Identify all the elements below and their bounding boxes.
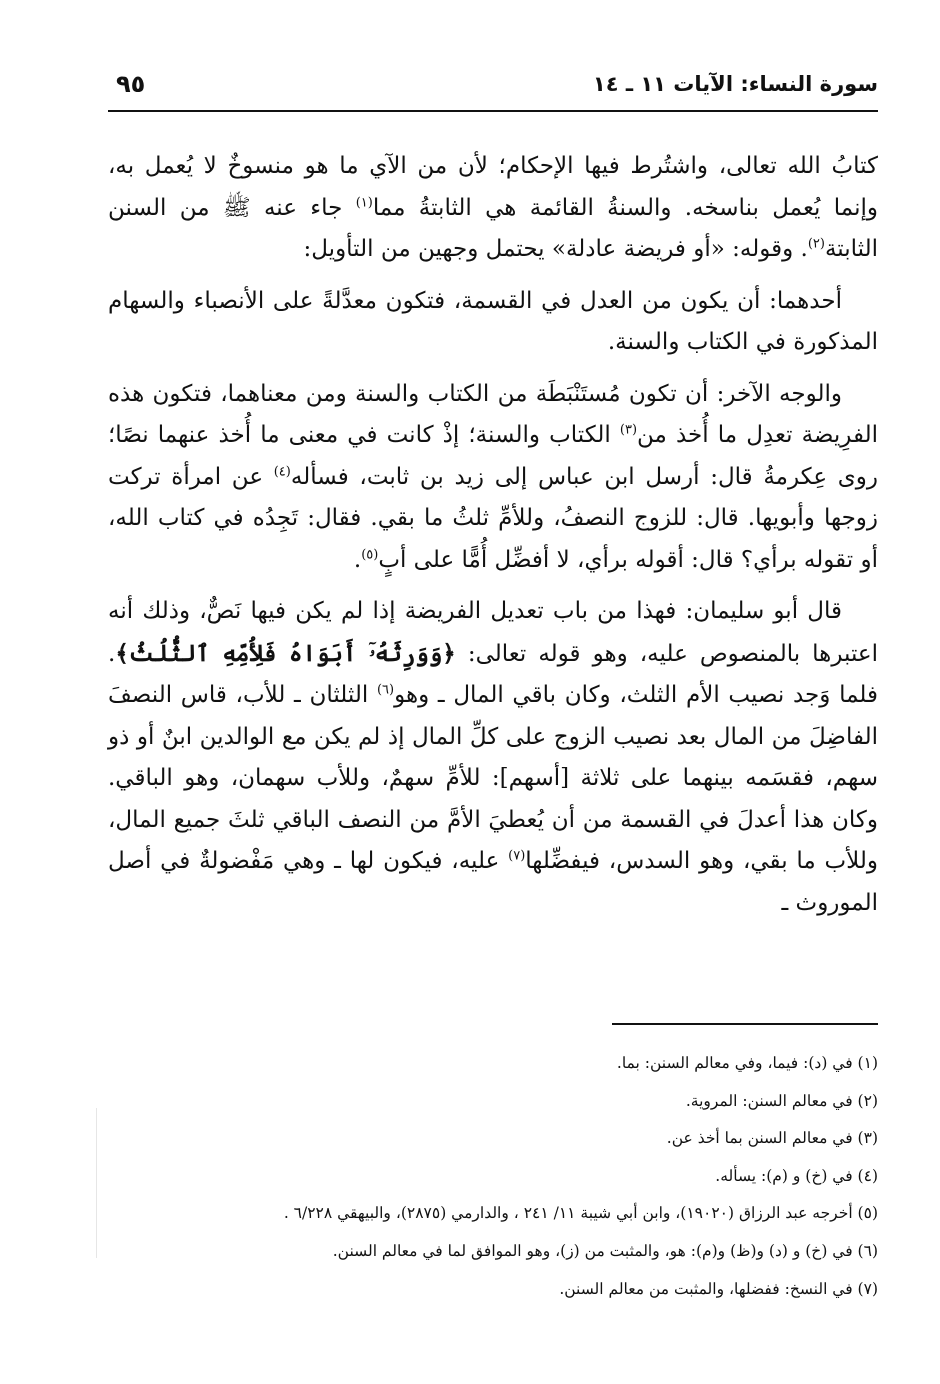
footnote: (١) في (د): فيما، وفي معالم السنن: بما. [616,1054,878,1072]
paragraph-4 [108,591,878,924]
text-run: عليه، فيكون لها ـ وهي مَفْضولةٌ في أصل الموروث ـ [108,848,878,916]
text-run: . فلما وَجد نصيب الأم الثلث، وكان باقي المال ـ وهو [108,640,878,708]
text-run: الثلثان ـ للأب، قاس النصفَ الفاضِلَ من المال بعد نصيب الزوج على كلِّ المال إذ لم يكن مع الوالدين ابنٌ أو ذو سهم، فقسَمه بينهما على ثلاثة [أسهم]: للأمِّ سهمٌ، وللأب سهمان، وهو الباقي. وكان هذا أعدلَ في القسمة من أن يُعطيَ الأمَّ من النصف الباقي ثلثَ جميع المال، وللأب ما بقي، وهو السدس، فيفضِّلها [108,682,878,874]
text-run: قال أبو سليمان: فهذا من باب تعديل الفريضة إذا لم يكن فيها نَصٌّ، وذلك أنه اعتبرها بالمنصوص عليه، وهو قوله تعالى: [108,598,878,667]
footnote-ref: (٧) [508,848,526,864]
footnote-ref: (٥) [361,546,379,562]
text-run: عن امرأة تركت زوجها وأبويها. قال: للزوج النصفُ، وللأمِّ ثلثُ ما بقي. فقال: تَجِدُه في كتاب الله، أو تقوله برأي؟ قال: أقوله برأي، لا أفضِّل أُمًّا على أبٍ [108,463,878,573]
footnote-ref: (٤) [273,463,291,479]
footnote: (٦) في (خ) و (د) و(ظ) و(م): هو، والمثبت من (ز)، وهو الموافق لما في معالم السنن. [332,1241,878,1260]
page-number: ٩٥ [116,70,146,98]
text-run: . [353,546,362,573]
footnote: (٢) في معالم السنن: المروية. [685,1091,878,1110]
quran-verse: ﴿وَوَرِثَهُۥٓ أَبَوَاهُ فَلِأُمِّهِ ٱلثُّلُثُ﴾ [115,639,456,667]
text-run: والوجه الآخر: أن تكون مُستَنْبَطَة من الكتاب والسنة ومن معناهما، فتكون هذه الفرِيضة تعدِل ما أُخذ من [108,380,878,448]
text-run: . وقوله: «أو فريضة عادلة» يحتمل وجهين من التأويل: [303,236,808,262]
footnote-ref: (١) [355,194,373,210]
footnote-ref: (٦) [376,682,395,698]
footnote-ref: (٢) [807,236,825,252]
footnote: (٤) في (خ) و (م): يسأله. [715,1166,878,1185]
footnotes [108,1052,878,1315]
main-text [108,146,878,934]
paragraph-2: أحدهما: أن يكون من العدل في القسمة، فتكون معدَّلةً على الأنصباء والسهام المذكورة في الكتاب والسنة. [108,287,878,355]
footnote-rule [612,1023,878,1025]
page-header [110,68,878,104]
paragraph-1 [108,146,878,271]
footnote: (٥) أخرجه عبد الرزاق (١٩٠٢٠)، وابن أبي شيبة ١١/ ٢٤١ ، والدارمي (٢٨٧٥)، والبيهقي ٦/٢٢٨ . [283,1204,878,1223]
running-title: سورة النساء: الآيات ١١ ـ ١٤ [592,72,878,96]
scan-margin-line [96,1108,97,1258]
footnote: (٣) في معالم السنن بما أخذ عن. [666,1129,878,1148]
text-run: الكتاب والسنة؛ إذْ كانت في معنى ما أُخذ عنهما نصًا؛ روى عِكرمةُ قال: أرسل ابن عباس إلى زيد بن ثابت، فسأله [108,422,878,490]
footnote: (٧) في النسخ: ففضلها، والمثبت من معالم السنن. [559,1279,878,1298]
text-run: جاء عنه ﷺ من السنن الثابتة [108,194,878,262]
text-run: كتابُ الله تعالى، واشتُرط فيها الإحكام؛ لأن من الآي ما هو منسوخٌ لا يُعمل به، وإنما يُعمل بناسخه. والسنةُ القائمة هي الثابتةُ مما [108,153,878,221]
header-rule [108,110,878,112]
footnote-ref: (٣) [619,422,638,438]
paragraph-3 [108,374,878,582]
